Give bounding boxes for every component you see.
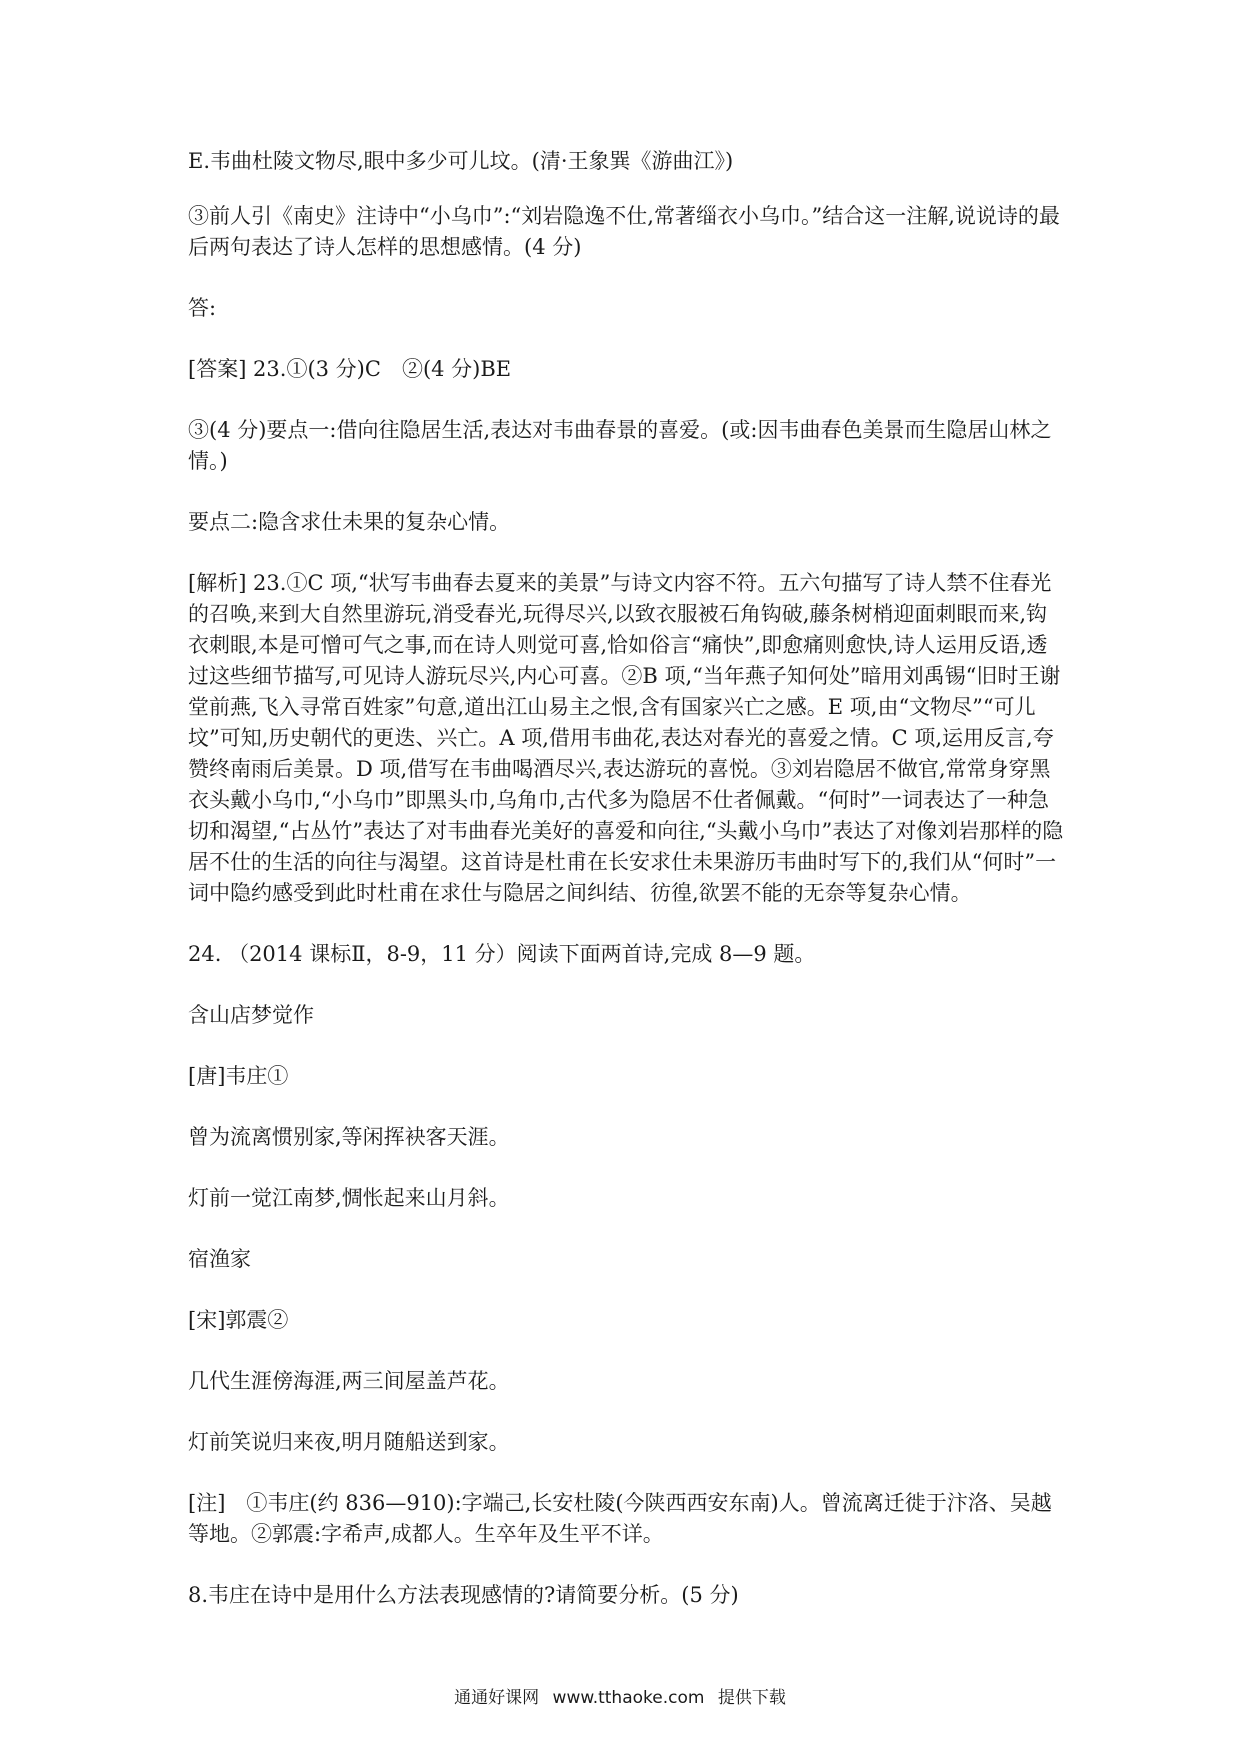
answer-point-1: ③(4 分)要点一:借向往隐居生活,表达对韦曲春景的喜爱。(或:因韦曲春色美景而生隐居山林之情。) [188,418,1052,473]
poem-2-title: 宿渔家 [188,1247,251,1271]
analysis: [解析] 23.①C 项,“状写韦曲春去夏来的美景”与诗文内容不符。五六句描写了诗人禁不住春光的召唤,来到大自然里游玩,消受春光,玩得尽兴,以致衣服被石角钩破,藤条树梢迎面刺眼而来,钩衣刺眼,本是可憎可气之事,而在诗人则觉可喜,恰如俗言“痛快”,即愈痛则愈快,诗人运用反语,透过这些细节描写,可见诗人游玩尽兴,内心可喜。②B 项,“当年燕子知何处”暗用刘禹锡“旧时王谢堂前燕,飞入寻常百姓家”句意,道出江山易主之恨,含有国家兴亡之感。E 项,由“文物尽”“可儿坟”可知,历史朝代的更迭、兴亡。A 项,借用韦曲花,表达对春光的喜爱之情。C 项,运用反言,夸赞终南雨后美景。D 项,借写在韦曲喝酒尽兴,表达游玩的喜悦。③刘岩隐居不做官,常常身穿黑衣头戴小乌巾,“小乌巾”即黑头巾,乌角巾,古代多为隐居不仕者佩戴。“何时”一词表达了一种急切和渴望,“占丛竹”表达了对韦曲春光美好的喜爱和向往,“头戴小乌巾”表达了对像刘岩那样的隐居不仕的生活的向往与渴望。这首诗是杜甫在长安求仕未果游历韦曲时写下的,我们从“何时”一词中隐约感受到此时杜甫在求仕与隐居之间纠结、彷徨,欲罢不能的无奈等复杂心情。 [188,571,1064,905]
question-3: ③前人引《南史》注诗中“小乌巾”:“刘岩隐逸不仕,常著缁衣小乌巾。”结合这一注解,说说诗的最后两句表达了诗人怎样的思想感情。(4 分) [188,204,1060,259]
footer-url: www.tthaoke.com [552,1688,705,1708]
poem-1-line-1: 曾为流离惯别家,等闲挥袂客天涯。 [188,1125,510,1149]
footer-site-name: 通通好课网 [454,1688,540,1708]
poem-2-line-1: 几代生涯傍海涯,两三间屋盖芦花。 [188,1369,510,1393]
option-e: E.韦曲杜陵文物尽,眼中多少可儿坟。(清·王象巽《游曲江》) [188,149,734,173]
poem-1-line-2: 灯前一觉江南梦,惆怅起来山月斜。 [188,1186,510,1210]
page-footer [0,1683,1240,1708]
poem-1-author: [唐]韦庄① [188,1064,289,1088]
question-24-heading: 24. （2014 课标Ⅱ，8-9，11 分）阅读下面两首诗,完成 8—9 题。 [188,942,816,966]
footer-note: 提供下载 [717,1688,786,1708]
poem-2-line-2: 灯前笑说归来夜,明月随船送到家。 [188,1430,510,1454]
question-8: 8.韦庄在诗中是用什么方法表现感情的?请简要分析。(5 分) [188,1583,739,1607]
document-body [188,146,1068,1611]
poem-1-title: 含山店梦觉作 [188,1003,314,1027]
answer-key: [答案] 23.①(3 分)C ②(4 分)BE [188,357,512,381]
poem-2-author: [宋]郭震② [188,1308,289,1332]
answer-point-2: 要点二:隐含求仕未果的复杂心情。 [188,510,511,534]
answer-prompt: 答: [188,296,217,320]
notes: [注] ①韦庄(约 836—910):字端己,长安杜陵(今陕西西安东南)人。曾流离迁徙于汴洛、吴越等地。②郭震:字希声,成都人。生卒年及生平不详。 [188,1491,1052,1546]
